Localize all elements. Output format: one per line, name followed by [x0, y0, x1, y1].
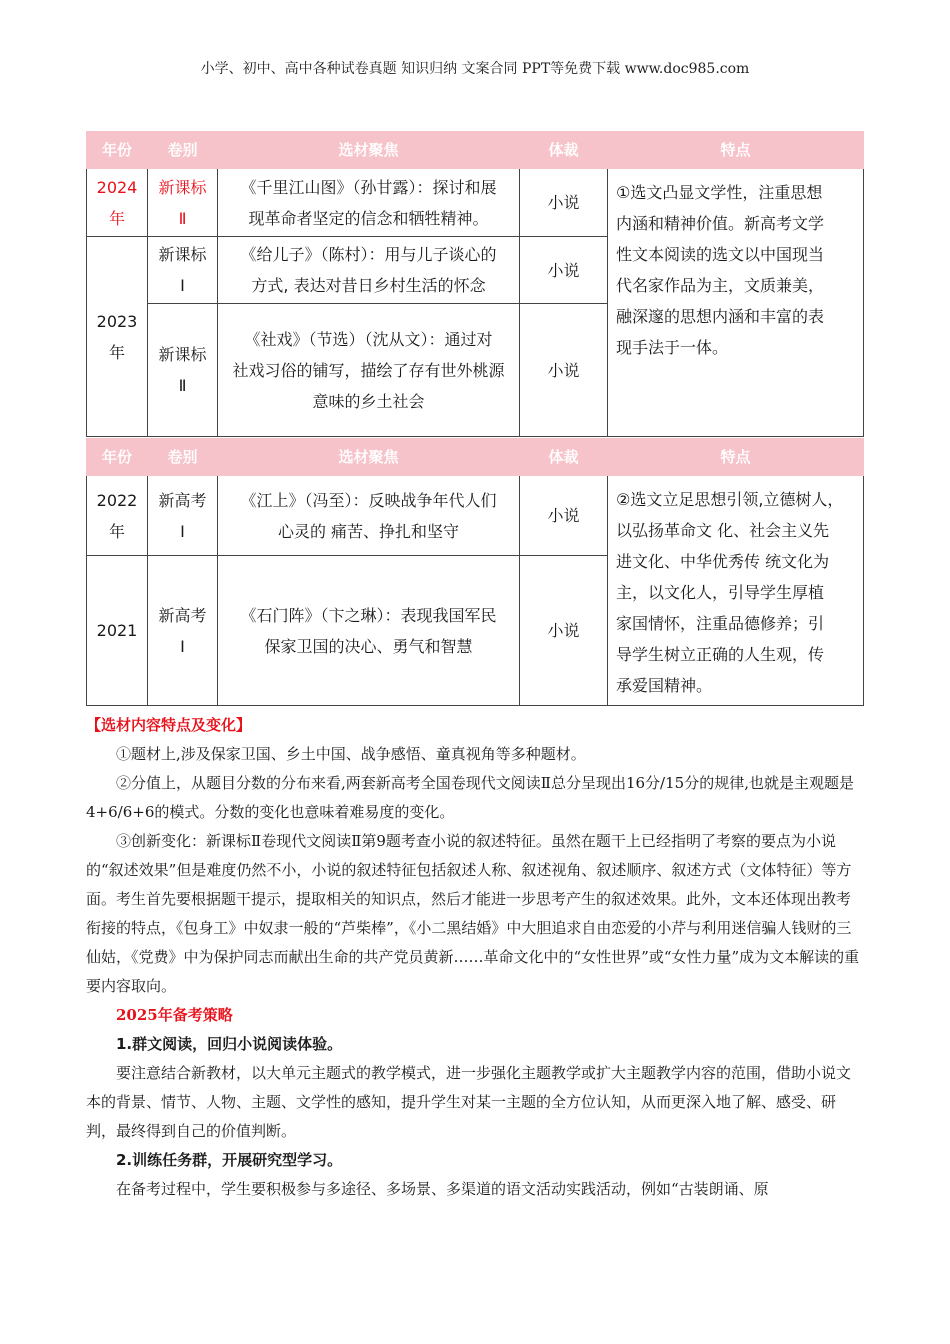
material-cell: 《给儿子》（陈村）：用与儿子谈心的 方式, 表达对昔日乡村生活的怀念	[218, 237, 520, 304]
header-genre: 体裁	[520, 132, 608, 169]
material-cell: 《江上》（冯至）：反映战争年代人们 心灵的 痛苦、挣扎和坚守	[218, 476, 520, 556]
paragraph-1: ①题材上,涉及保家卫国、乡土中国、战争感悟、童真视角等多种题材。	[116, 745, 586, 763]
materials-table-1	[86, 131, 864, 437]
genre-cell: 小说	[520, 169, 608, 237]
table-header-row	[87, 439, 864, 476]
table-header-row	[87, 132, 864, 169]
paper-cell: 新课标 Ⅱ	[148, 304, 218, 437]
feature-cell: ①选文凸显文学性，注重思想 内涵和精神价值。新高考文学 性文本阅读的选文以中国现当 代名家作品为主，文质兼美， 融深邃的思想内涵和丰富的表 现手法于一体。	[608, 169, 864, 437]
strategy-1-text: 要注意结合新教材，以大单元主题式的教学模式，进一步强化主题教学或扩大主题教学内容的范围，借助小说文本的背景、情节、人物、主题、文学性的感知，提升学生对某一主题的全方位认知，从而更深入地了解、感受、研判，最终得到自己的价值判断。	[86, 1064, 852, 1140]
material-cell: 《社戏》（节选）（沈从文）：通过对 社戏习俗的铺写，描绘了存有世外桃源 意味的乡土社会	[218, 304, 520, 437]
paper-cell: 新高考 Ⅰ	[148, 556, 218, 706]
year-cell: 2022 年	[87, 476, 148, 556]
genre-cell: 小说	[520, 476, 608, 556]
year-cell: 2024 年	[87, 169, 148, 237]
material-cell: 《石门阵》（卞之琳）：表现我国军民 保家卫国的决心、勇气和智慧	[218, 556, 520, 706]
strategy-title: 2025年备考策略	[116, 1006, 233, 1024]
strategy-2-title: 2.训练任务群，开展研究型学习。	[116, 1151, 343, 1169]
materials-table-2	[86, 438, 864, 706]
genre-cell: 小说	[520, 556, 608, 706]
paragraph-2: ②分值上，从题目分数的分布来看,两套新高考全国卷现代文阅读Ⅱ总分呈现出16分/15分的规律,也就是主观题是4+6/6+6的模式。分数的变化也意味着难易度的变化。	[86, 774, 854, 821]
header-year: 年份	[87, 439, 148, 476]
page-header: 小学、初中、高中各种试卷真题 知识归纳 文案合同 PPT等免费下载 www.doc985.com	[200, 61, 750, 77]
header-genre: 体裁	[520, 439, 608, 476]
content-body	[86, 711, 864, 1204]
material-cell: 《千里江山图》（孙甘露）：探讨和展 现革命者坚定的信念和牺牲精神。	[218, 169, 520, 237]
header-feature: 特点	[608, 132, 864, 169]
genre-cell: 小说	[520, 304, 608, 437]
paper-cell: 新高考 Ⅰ	[148, 476, 218, 556]
header-paper: 卷别	[148, 439, 218, 476]
year-cell: 2023 年	[87, 237, 148, 437]
table-row	[87, 476, 864, 556]
header-material: 选材聚焦	[218, 439, 520, 476]
header-material: 选材聚焦	[218, 132, 520, 169]
paper-cell: 新课标 Ⅱ	[148, 169, 218, 237]
header-year: 年份	[87, 132, 148, 169]
section-title: 【选材内容特点及变化】	[86, 716, 252, 734]
paper-cell: 新课标 Ⅰ	[148, 237, 218, 304]
year-cell: 2021	[87, 556, 148, 706]
strategy-2-text: 在备考过程中，学生要积极参与多途径、多场景、多渠道的语文活动实践活动，例如“古装朗诵、原	[116, 1180, 769, 1198]
table-row	[87, 169, 864, 237]
strategy-1-title: 1.群文阅读，回归小说阅读体验。	[116, 1035, 343, 1053]
genre-cell: 小说	[520, 237, 608, 304]
header-feature: 特点	[608, 439, 864, 476]
paragraph-3: ③创新变化：新课标Ⅱ卷现代文阅读Ⅱ第9题考查小说的叙述特征。虽然在题干上已经指明了考察的要点为小说的“叙述效果”但是难度仍然不小，小说的叙述特征包括叙述人称、叙述视角、叙述顺序、叙述方式（文体特征）等方面。考生首先要根据题干提示，提取相关的知识点，然后才能进一步思考产生的叙述效果。此外，文本还体现出教考衔接的特点，《包身工》中奴隶一般的“芦柴棒”，《小二黑结婚》中大胆追求自由恋爱的小芹与利用迷信骗人钱财的三仙姑，《党费》中为保护同志而献出生命的共产党员黄新……革命文化中的“女性世界”或“女性力量”成为文本解读的重要内容取向。	[86, 832, 860, 995]
feature-cell: ②选文立足思想引领,立德树人， 以弘扬革命文 化、社会主义先 进文化、中华优秀传 统文化为 主，以文化人，引导学生厚植 家国情怀，注重品德修养；引 导学生树立正确的人生观，传 承爱国精神。	[608, 476, 864, 706]
header-paper: 卷别	[148, 132, 218, 169]
